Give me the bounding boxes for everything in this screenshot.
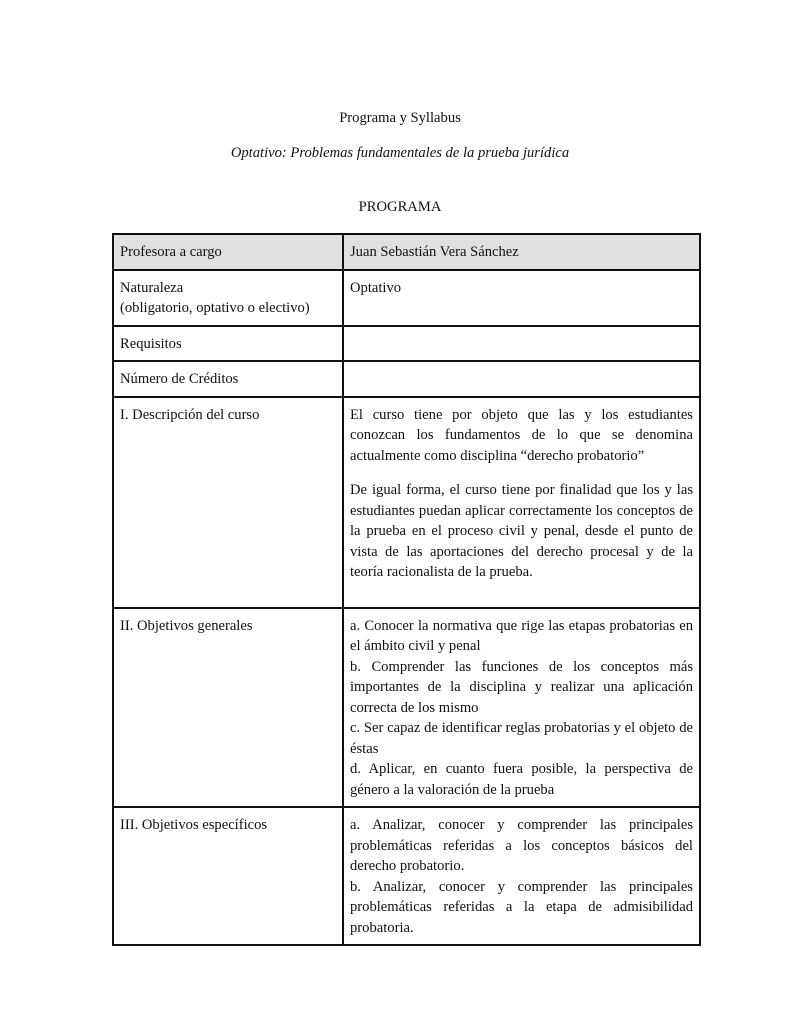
table-row [113, 234, 700, 270]
list-item: b. Comprender las funciones de los conceptos más importantes de la disciplina y realizar una aplicación correcta de los mismo [350, 658, 693, 716]
paragraph: El curso tiene por objeto que las y los estudiantes conozcan los fundamentos de lo que se denomina actualmente como disciplina “derecho probatorio” [350, 406, 693, 464]
row-label [113, 270, 343, 326]
list-item: c. Ser capaz de identificar reglas probatorias y el objeto de éstas [350, 720, 693, 757]
table-row [113, 608, 700, 808]
row-value [343, 807, 700, 945]
list-item: a. Analizar, conocer y comprender las principales problemáticas referidas a los conceptos básicos del derecho probatorio. [350, 817, 693, 874]
row-value [343, 397, 700, 608]
table-row [113, 326, 700, 362]
row-value [343, 326, 700, 362]
table-row [113, 807, 700, 945]
row-value [343, 608, 700, 808]
label-line: (obligatorio, optativo o electivo) [120, 300, 310, 316]
row-value: Juan Sebastián Vera Sánchez [343, 234, 700, 270]
document-subtitle [0, 145, 800, 162]
paragraph: De igual forma, el curso tiene por finalidad que los y las estudiantes puedan aplicar correctamente los conceptos de la prueba en el proceso civil y penal, desde el punto de vista de las aportaciones del derecho procesal y de la teoría racionalista de la prueba. [350, 482, 693, 580]
subtitle-label: Optativo [230, 145, 282, 161]
row-value: Optativo [343, 270, 700, 326]
subtitle-text: : Problemas fundamentales de la prueba jurídica [281, 145, 570, 161]
list-item: b. Analizar, conocer y comprender las principales problemáticas referidas a la etapa de admisibilidad probatoria. [350, 878, 693, 936]
table-row [113, 270, 700, 326]
list-item: d. Aplicar, en cuanto fuera posible, la perspectiva de género a la valoración de la prueba [350, 761, 693, 798]
section-heading: PROGRAMA [358, 199, 442, 215]
row-label: Requisitos [113, 326, 343, 362]
row-value [343, 361, 700, 397]
row-label: III. Objetivos específicos [113, 807, 343, 945]
row-label: I. Descripción del curso [113, 397, 343, 608]
list-item: a. Conocer la normativa que rige las etapas probatorias en el ámbito civil y penal [350, 617, 693, 654]
table-row [113, 397, 700, 608]
label-line: Naturaleza [120, 279, 184, 296]
document-title: Programa y Syllabus [339, 110, 461, 126]
row-label: Profesora a cargo [113, 234, 343, 270]
row-label: II. Objetivos generales [113, 608, 343, 808]
row-label: Número de Créditos [113, 361, 343, 397]
program-table [112, 233, 701, 946]
table-row [113, 361, 700, 397]
